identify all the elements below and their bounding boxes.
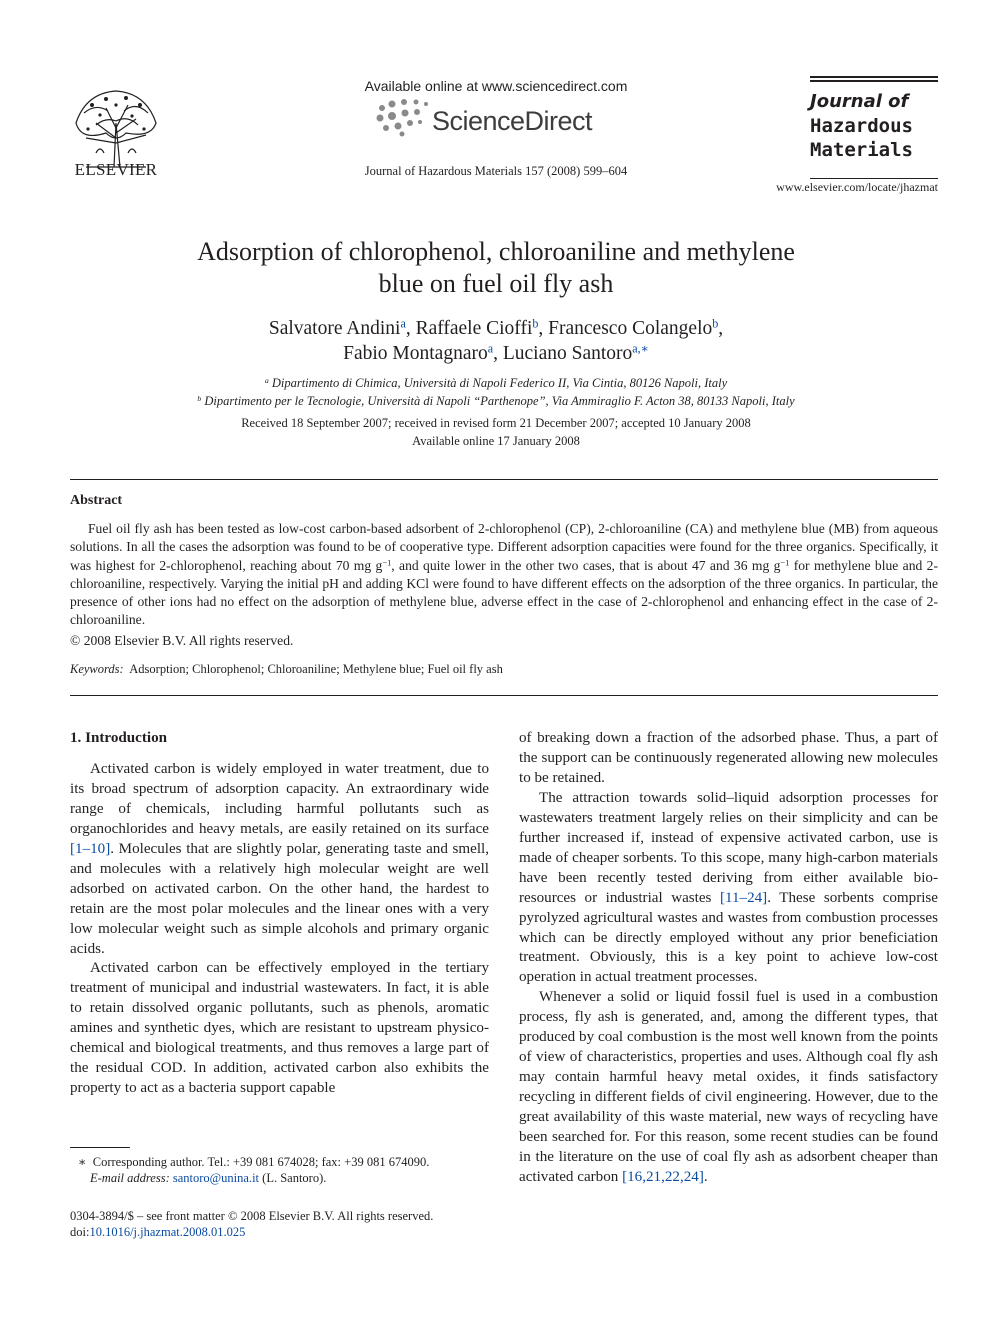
- journal-logo-bottom-rule: [810, 178, 938, 179]
- footnote-rule: [70, 1147, 130, 1148]
- citation-link[interactable]: [16,21,22,24]: [622, 1168, 704, 1185]
- available-online-text: Available online at www.sciencedirect.com: [364, 78, 628, 94]
- citation-link[interactable]: [1–10]: [70, 840, 111, 857]
- affiliation-mark[interactable]: a: [400, 316, 406, 331]
- affiliation-mark[interactable]: a,∗: [632, 341, 649, 356]
- text-segment: .: [703, 1168, 708, 1185]
- affiliations: [100, 374, 892, 410]
- author-name: Salvatore Andini: [268, 318, 401, 339]
- article-title: [120, 236, 872, 300]
- keywords: [70, 662, 503, 677]
- citation-link[interactable]: [11–24]: [719, 889, 768, 906]
- footnote-mark: ∗: [78, 1155, 87, 1169]
- abstract-segment: for methylene blue and 2-chloroaniline, respectively. Varying the initial pH and adding KCl were found to have different effects on the adsorption of the three organics. In particular, the presence of other ions had no effect on the adsorption of methylene blue, adverse effect in the case of 2-chlorophenol and enhancing effect in the case of 2-chloroaniline.: [70, 557, 938, 628]
- text-segment: . These sorbents comprise pyrolyzed agricultural wastes and wastes from combustion processes which can be directly employed without any prior beneficiation treatment. Obviously, this is a key point to achieve low-cost operation in actual treatment processes.: [519, 889, 938, 986]
- corresponding-author-note: [70, 1154, 489, 1170]
- unit-exponent: −1: [780, 556, 790, 567]
- body-column-left: [70, 729, 489, 1099]
- abstract-text: [70, 520, 938, 630]
- journal-citation: Journal of Hazardous Materials 157 (2008) 599–604: [364, 164, 628, 178]
- journal-name-line: Materials: [810, 139, 913, 161]
- keywords-list: Adsorption; Chlorophenol; Chloroaniline; Methylene blue; Fuel oil fly ash: [129, 662, 503, 676]
- journal-name-line: Hazardous: [810, 115, 913, 137]
- affiliation-a: [100, 374, 892, 392]
- unit-exponent: −1: [382, 556, 392, 567]
- author-name: Luciano Santoro: [502, 343, 633, 364]
- keywords-label: Keywords:: [70, 662, 124, 676]
- issn-line: 0304-3894/$ – see front matter © 2008 Elsevier B.V. All rights reserved.: [70, 1209, 434, 1223]
- corresponding-text: Corresponding author. Tel.: +39 081 674028; fax: +39 081 674090.: [92, 1155, 430, 1169]
- author-separator: ,: [718, 318, 724, 339]
- author-name: Francesco Colangelo: [548, 318, 713, 339]
- body-paragraph: [70, 760, 489, 960]
- sciencedirect-wordmark: ScienceDirect: [432, 106, 593, 136]
- journal-logo: [810, 76, 938, 162]
- author-list: [120, 316, 872, 366]
- abstract-segment: , and quite lower in the other two cases, that is about 47 and 36 mg g: [391, 557, 781, 573]
- email-link[interactable]: santoro@unina.it: [172, 1171, 260, 1185]
- abstract-top-rule: [70, 479, 938, 480]
- received-dates: Received 18 September 2007; received in revised form 21 December 2007; accepted 10 January 2008: [241, 416, 751, 430]
- body-column-right: [519, 729, 938, 1188]
- issn-doi: [70, 1208, 489, 1240]
- body-paragraph: of breaking down a fraction of the adsorbed phase. Thus, a part of the support can be continuously regenerated allowing new molecules to be retained.: [519, 730, 938, 786]
- body-paragraph: Activated carbon can be effectively employed in the tertiary treatment of municipal and industrial wastewaters. In fact, it is able to retain dissolved organic pollutants, such as phenols, aromatic amines and synthetic dyes, which are resistant to upstream physico-chemical and biological treatments, and thus removes a large part of the residual COD. In addition, activated carbon also exhibits the property to act as a bacteria support capable: [70, 960, 489, 1097]
- title-line: blue on fuel oil fly ash: [378, 269, 614, 298]
- affiliation-mark: b: [197, 393, 202, 403]
- journal-logo-rule: [810, 76, 938, 78]
- text-segment: Activated carbon is widely employed in water treatment, due to its broad spectrum of adsorption capacity. An extraordinary wide range of chemicals, including harmful pollutants such as organochlorides and heavy metals, are easily retained on its surface: [70, 760, 489, 837]
- affiliation-mark[interactable]: b: [532, 316, 539, 331]
- journal-logo-rule: [810, 80, 938, 82]
- publisher-name: ELSEVIER: [74, 160, 158, 179]
- author-separator: ,: [405, 318, 416, 339]
- affiliation-text: Dipartimento per le Tecnologie, Università di Napoli “Parthenope”, Via Ammiraglio F. Acton 38, 80133 Napoli, Italy: [204, 394, 795, 408]
- author-separator: ,: [493, 343, 503, 364]
- doi-label: doi:: [70, 1225, 90, 1239]
- article-dates: [100, 414, 892, 450]
- email-label: E-mail address:: [90, 1171, 170, 1185]
- author-name: Raffaele Cioffi: [415, 318, 533, 339]
- body-paragraph: [519, 789, 938, 989]
- journal-url[interactable]: www.elsevier.com/locate/jhazmat: [776, 180, 938, 194]
- doi-line: [70, 1224, 489, 1240]
- footnote: [70, 1154, 489, 1186]
- journal-name: [810, 90, 938, 162]
- body-paragraph: [519, 988, 938, 1188]
- affiliation-text: Dipartimento di Chimica, Università di Napoli Federico II, Via Cintia, 80126 Napoli, Italy: [271, 376, 728, 390]
- title-line: Adsorption of chlorophenol, chloroaniline and methylene: [197, 237, 795, 266]
- text-segment: The attraction towards solid–liquid adsorption processes for wastewaters treatment largely relies on their simplicity and can be further increased if, instead of expensive activated carbon, use is made of cheaper sorbents. To this scope, many high-carbon materials have been recently tested deriving from either available bio-resources or industrial wastes: [519, 789, 938, 906]
- author-separator: ,: [538, 318, 549, 339]
- email-suffix: (L. Santoro).: [259, 1171, 327, 1185]
- available-date: Available online 17 January 2008: [412, 434, 580, 448]
- journal-name-line: Journal of: [810, 91, 909, 112]
- section-heading: 1. Introduction: [70, 730, 168, 746]
- affiliation-mark: a: [264, 375, 269, 385]
- abstract-heading: Abstract: [70, 493, 123, 508]
- text-segment: . Molecules that are slightly polar, generating taste and smell, and molecules with a relatively high molecular weight are well adsorbed on activated carbon. On the other hand, the hardest to retain are the most polar molecules and the linear ones with a very low molecular weight such as simple alcohols and primary organic acids.: [70, 840, 489, 957]
- doi-link[interactable]: 10.1016/j.jhazmat.2008.01.025: [89, 1225, 246, 1239]
- abstract-bottom-rule: [70, 695, 938, 696]
- affiliation-mark[interactable]: a: [487, 341, 494, 356]
- copyright-notice: © 2008 Elsevier B.V. All rights reserved.: [70, 633, 294, 648]
- text-segment: Whenever a solid or liquid fossil fuel is used in a combustion process, fly ash is generated, and, among the different types, that produced by coal combustion is the most well known from the points of view of characteristics, properties and uses. Although coal fly ash may contain harmful heavy metal oxides, it finds satisfactory recycling in different fields of civil engineering. However, due to the great availability of this waste material, new ways of recycling have been searched for. For this reason, some recent studies can be found in the literature on the use of coal fly ash as adsorbent cheaper than activated carbon: [519, 989, 938, 1185]
- affiliation-b: [100, 392, 892, 410]
- author-name: Fabio Montagnaro: [343, 343, 488, 364]
- affiliation-mark[interactable]: b: [712, 316, 719, 331]
- email-line: [70, 1170, 489, 1186]
- abstract-segment: Fuel oil fly ash has been tested as low-cost carbon-based adsorbent of 2-chlorophenol (CP), 2-chloroaniline (CA) and methylene blue (MB) from aqueous solutions. In all the cases the adsorption was found to be of cooperative type. Different adsorption capacities were found for the three organics. Specifically, it was highest for 2-chlorophenol, reaching about 70 mg g: [70, 521, 938, 573]
